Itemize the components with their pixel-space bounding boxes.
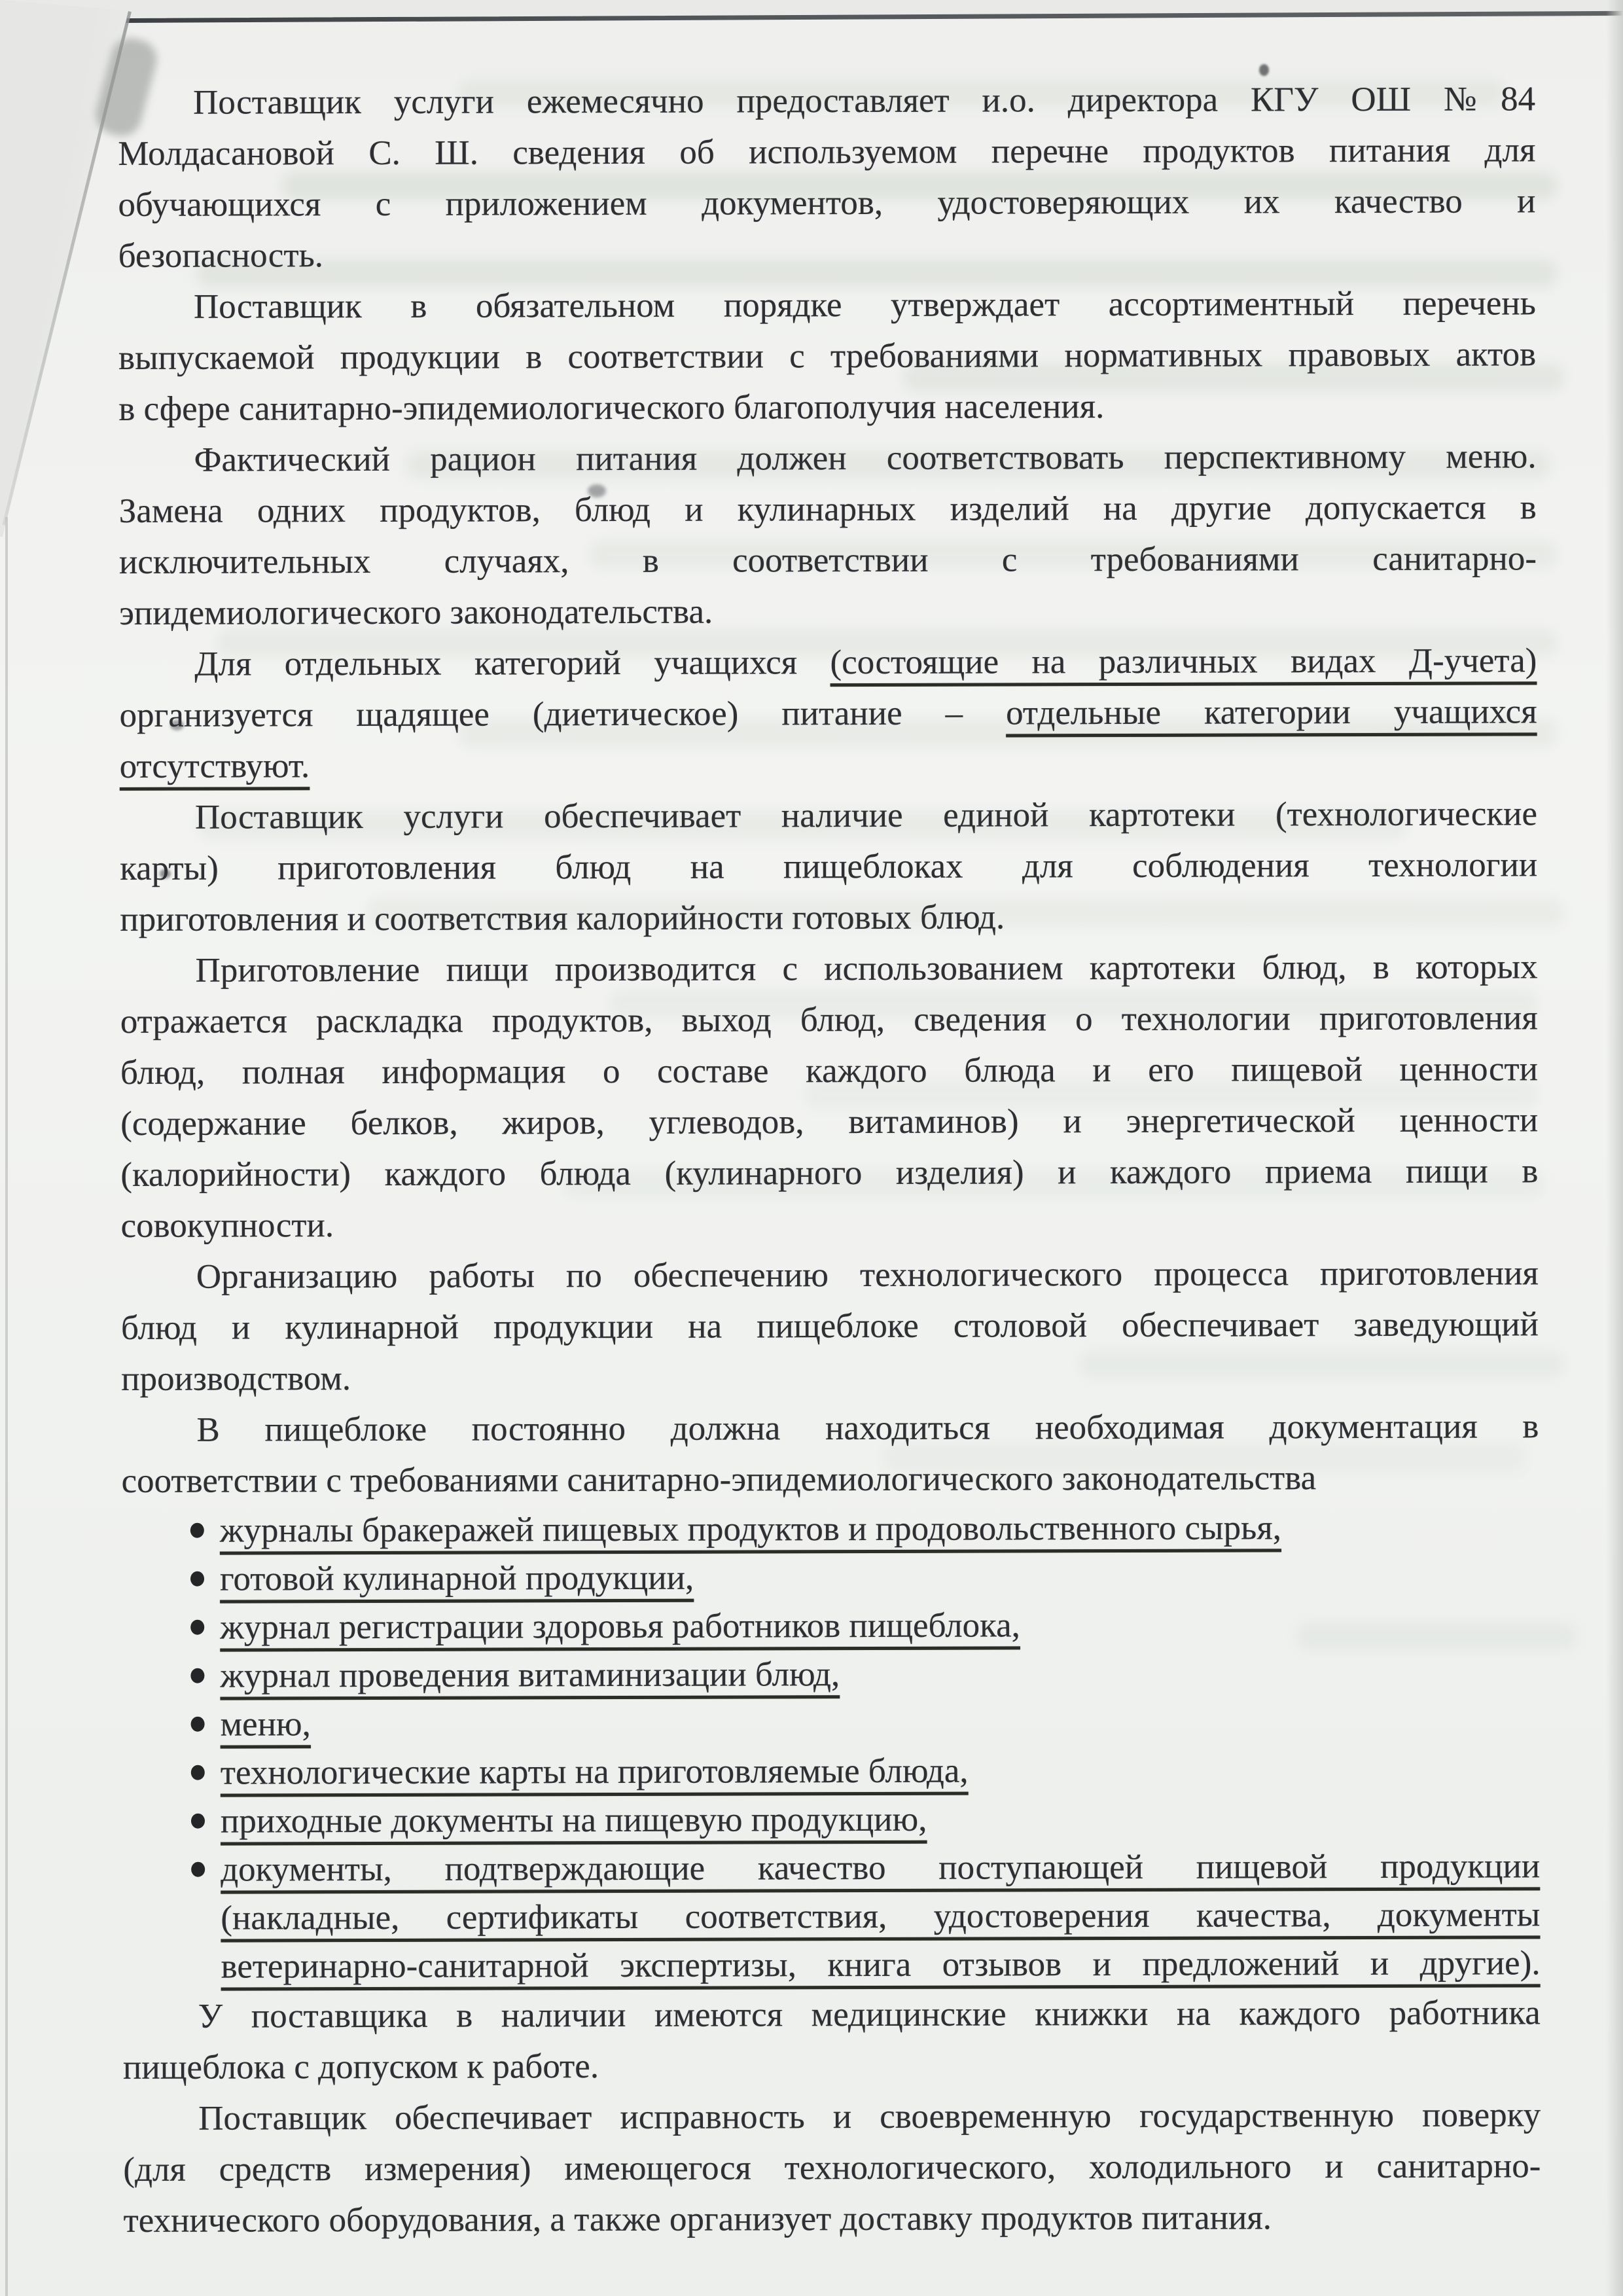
text-line: [121, 1401, 1539, 1456]
text-run: (содержание белков, жиров, углеводов, витаминов) и энергетической ценности: [120, 1101, 1539, 1143]
text-run: в сфере санитарно-эпидемиологического благополучия населения.: [118, 387, 1105, 428]
text-line: [123, 2038, 1541, 2093]
text-run: блюд, полная информация о составе каждого блюда и его пищевой ценности: [120, 1050, 1539, 1092]
paragraph: [121, 1247, 1539, 1405]
underlined-text: (состоящие на различных видах Д-учета): [830, 641, 1537, 682]
text-run: Приготовление пищи производится с использованием картотеки блюд, в которых: [195, 948, 1538, 990]
underlined-text: журнал проведения витаминизации блюд,: [220, 1655, 840, 1695]
text-run: эпидемиологического законодательства.: [119, 592, 713, 632]
underlined-text: приходные документы на пищевую продукцию,: [220, 1800, 927, 1840]
text-line: [120, 992, 1538, 1047]
text-run: (калорийности) каждого блюда (кулинарного изделия) и каждого приема пищи в: [120, 1152, 1539, 1194]
bullet-list-item: [220, 1648, 1539, 1700]
text-run: Для отдельных категорий учащихся: [194, 643, 830, 683]
bullet-icon: [191, 1717, 205, 1732]
underlined-text: технологические карты на приготовляемые блюда,: [220, 1751, 969, 1792]
bullet-list-item: [220, 1503, 1539, 1554]
text-line: [123, 2191, 1541, 2246]
text-run: организуется щадящее (диетическое) питание –: [119, 694, 1007, 734]
document-text-body: [118, 73, 1541, 2246]
text-run: обучающихся с приложением документов, удостоверяющих их качество и: [118, 182, 1536, 224]
paragraph: [119, 635, 1537, 792]
text-line: [123, 2089, 1541, 2144]
text-line: [123, 1987, 1541, 2042]
text-run: Поставщик в обязательном порядке утверждает ассортиментный перечень: [193, 284, 1536, 326]
text-run: В пищеблоке постоянно должна находиться необходимая документация в: [196, 1407, 1539, 1449]
text-line: [122, 1452, 1539, 1507]
text-line: [118, 226, 1536, 281]
text-line: [220, 1551, 1539, 1603]
text-run: Фактический рацион питания должен соответствовать перспективному меню.: [194, 437, 1537, 479]
paragraph: [123, 1987, 1541, 2093]
text-line: [120, 1043, 1538, 1098]
text-run: приготовления и соответствия калорийности готовых блюд.: [120, 898, 1005, 939]
bullet-list-item: [221, 1745, 1540, 1797]
text-line: [120, 890, 1537, 945]
text-run: технического оборудования, а также организует доставку продуктов питания.: [123, 2198, 1272, 2240]
text-line: [119, 635, 1537, 690]
text-line: [220, 1696, 1539, 1748]
paragraph: [118, 431, 1537, 639]
underlined-text: документы, подтверждающие качество поступающей пищевой продукции: [221, 1847, 1541, 1889]
text-run: совокупности.: [120, 1206, 334, 1245]
text-line: [220, 1503, 1539, 1554]
text-line: [118, 329, 1536, 384]
underlined-text: (накладные, сертификаты соответствия, удостоверения качества, документы: [221, 1895, 1541, 1937]
text-line: [221, 1745, 1540, 1797]
text-line: [221, 1842, 1540, 1893]
text-line: [118, 73, 1535, 128]
text-run: Замена одних продуктов, блюд и кулинарных изделий на другие допускается в: [118, 488, 1537, 530]
bullet-list-item: [220, 1696, 1539, 1748]
text-run: пищеблока с допуском к работе.: [122, 2047, 599, 2087]
text-run: блюд и кулинарной продукции на пищеблоке столовой обеспечивает заведующий: [120, 1305, 1539, 1347]
text-run: (для средств измерения) имеющегося технологического, холодильного и санитарно-: [123, 2147, 1541, 2189]
text-line: [120, 1196, 1538, 1251]
text-line: [118, 175, 1535, 230]
text-run: У поставщика в наличии имеются медицинские книжки на каждого работника: [198, 1994, 1541, 2036]
underlined-text: отсутствуют.: [119, 747, 310, 785]
text-line: [120, 737, 1537, 792]
text-run: Поставщик обеспечивает исправность и своевременную государственную поверку: [198, 2096, 1541, 2138]
underlined-text: журнал регистрации здоровья работников пищеблока,: [220, 1606, 1020, 1647]
right-edge-scan-shadow: [1606, 0, 1623, 2296]
text-line: [118, 431, 1536, 486]
text-line: [221, 1793, 1540, 1845]
text-line: [121, 1299, 1539, 1354]
text-line: [119, 533, 1537, 588]
bullet-icon: [190, 1620, 204, 1635]
paragraph: [120, 788, 1538, 945]
text-line: [121, 1247, 1539, 1302]
bullet-list-item: [221, 1793, 1540, 1845]
text-run: Организацию работы по обеспечению технологического процесса приготовления: [196, 1254, 1539, 1296]
underlined-text: отдельные категории учащихся: [1005, 692, 1537, 732]
text-run: производством.: [121, 1359, 351, 1398]
underlined-text: готовой кулинарной продукции,: [219, 1558, 694, 1598]
text-line: [121, 1350, 1539, 1405]
text-line: [120, 788, 1537, 843]
text-run: Поставщик услуги ежемесячно предоставляет и.о. директора КГУ ОШ №84: [193, 80, 1536, 122]
underlined-text: меню,: [220, 1705, 311, 1744]
bullet-icon: [190, 1523, 204, 1538]
text-run: исключительных случаях, в соответствии с требованиями санитарно-: [118, 539, 1537, 581]
bullet-list-item: [220, 1600, 1539, 1651]
text-line: [120, 839, 1537, 894]
text-run: Молдасановой С. Ш. сведения об используемом перечне продуктов питания для: [118, 131, 1536, 173]
paragraph: [120, 941, 1538, 1251]
left-edge-scan-line: [5, 517, 8, 2296]
text-line: [221, 1890, 1540, 1942]
text-line: [118, 278, 1536, 332]
text-line: [120, 1145, 1538, 1200]
paragraph: [118, 73, 1536, 281]
text-line: [118, 124, 1535, 179]
text-run: безопасность.: [118, 236, 324, 275]
text-line: [221, 1939, 1540, 1990]
bullet-list-item: [221, 1842, 1541, 1990]
bullet-icon: [190, 1668, 204, 1683]
text-line: [123, 2140, 1541, 2195]
text-run: соответствии с требованиями санитарно-эпидемиологического законодательства: [121, 1459, 1317, 1500]
text-line: [220, 1648, 1539, 1700]
paragraph: [118, 278, 1537, 435]
bullet-list-item: [220, 1551, 1539, 1603]
text-line: [118, 380, 1536, 435]
bullet-icon: [191, 1765, 205, 1780]
bullet-icon: [191, 1814, 205, 1829]
bullet-icon: [190, 1571, 204, 1587]
text-line: [220, 1600, 1539, 1651]
text-line: [120, 1094, 1538, 1149]
bullet-icon: [191, 1862, 205, 1877]
text-line: [119, 584, 1537, 639]
text-line: [120, 941, 1537, 996]
paragraph: [121, 1401, 1539, 1507]
text-run: карты) приготовления блюд на пищеблоках для соблюдения технологии: [120, 846, 1538, 888]
text-line: [119, 686, 1537, 741]
underlined-text: ветеринарно-санитарной экспертизы, книга отзывов и предложений и другие).: [221, 1944, 1541, 1986]
underlined-text: журналы бракеражей пищевых продуктов и продовольственного сырья,: [219, 1509, 1281, 1550]
text-line: [119, 482, 1537, 537]
paragraph: [123, 2089, 1541, 2246]
text-run: Поставщик услуги обеспечивает наличие единой картотеки (технологические: [194, 795, 1538, 836]
text-run: отражается раскладка продуктов, выход блюд, сведения о технологии приготовления: [120, 999, 1538, 1041]
text-run: выпускаемой продукции в соответствии с требованиями нормативных правовых актов: [118, 335, 1537, 377]
